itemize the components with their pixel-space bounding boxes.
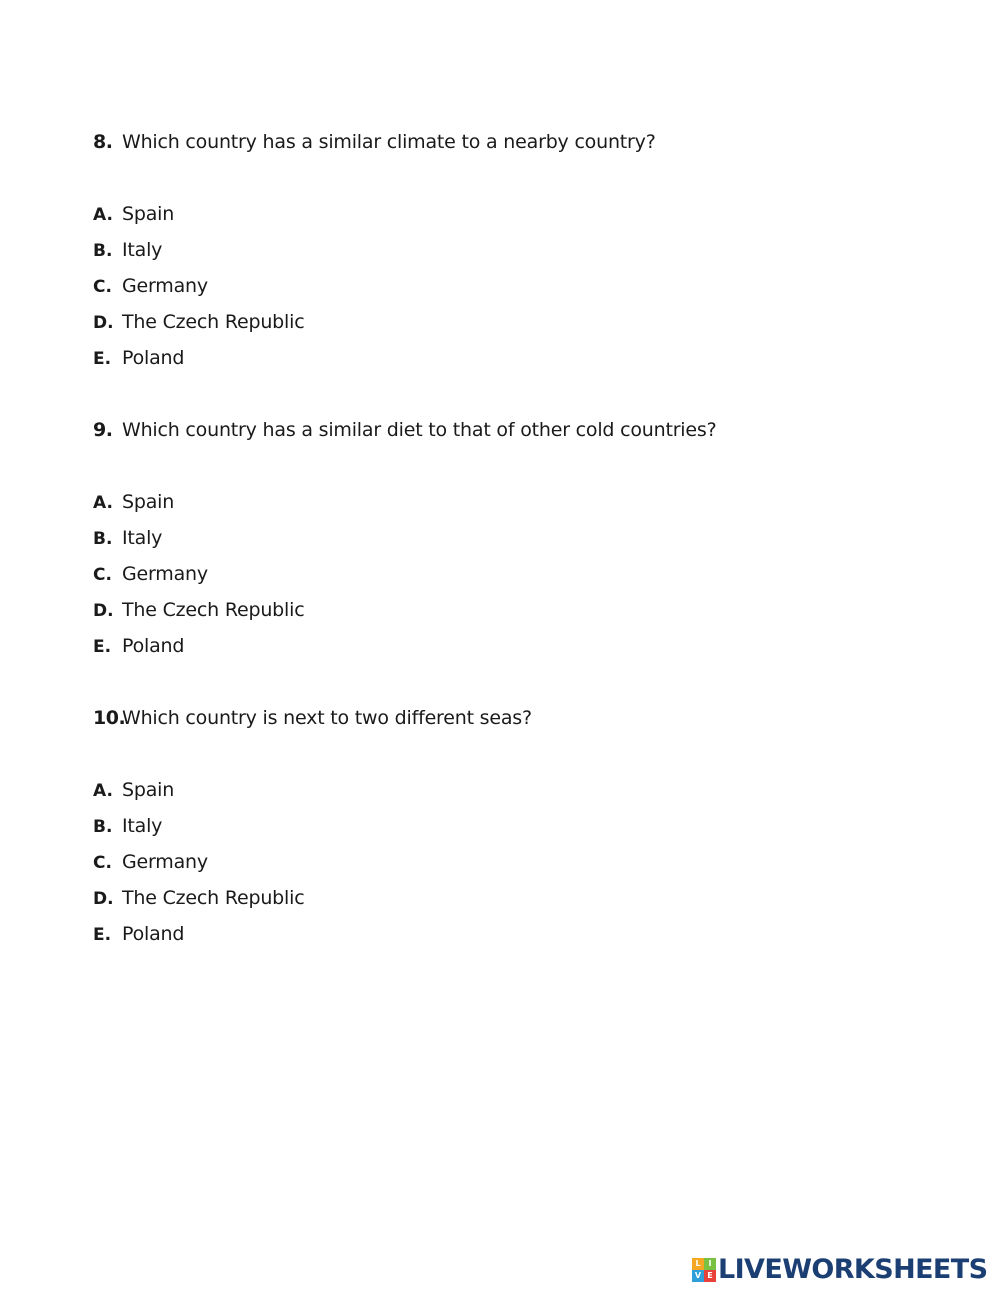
option-b[interactable] — [93, 526, 304, 562]
option-text: Italy — [122, 815, 163, 837]
option-text: Germany — [122, 851, 208, 873]
option-letter: E. — [93, 349, 112, 369]
option-d[interactable] — [93, 598, 304, 634]
options-list-9 — [93, 490, 304, 670]
option-text: Spain — [122, 779, 175, 801]
option-text: Germany — [122, 563, 208, 585]
option-a[interactable] — [93, 202, 304, 238]
option-c[interactable] — [93, 274, 304, 310]
option-letter: B. — [93, 817, 113, 837]
option-text: Germany — [122, 275, 208, 297]
option-letter: C. — [93, 565, 112, 585]
question-text: Which country has a similar diet to that of other cold countries? — [122, 419, 717, 441]
liveworksheets-logo-icon — [692, 1258, 716, 1282]
option-text: Poland — [122, 635, 185, 657]
logo-tile-v: V — [692, 1270, 704, 1282]
option-e[interactable] — [93, 922, 304, 958]
liveworksheets-brand[interactable] — [692, 1255, 987, 1285]
question-text: Which country has a similar climate to a nearby country? — [122, 131, 656, 153]
option-letter: A. — [93, 781, 113, 801]
option-d[interactable] — [93, 886, 304, 922]
option-letter: A. — [93, 493, 113, 513]
logo-tile-i: I — [704, 1258, 716, 1270]
option-text: Italy — [122, 239, 163, 261]
option-text: Poland — [122, 923, 185, 945]
option-letter: E. — [93, 637, 112, 657]
question-9 — [93, 418, 716, 442]
option-letter: D. — [93, 889, 114, 909]
option-a[interactable] — [93, 490, 304, 526]
option-letter: C. — [93, 853, 112, 873]
option-letter: D. — [93, 313, 114, 333]
option-b[interactable] — [93, 814, 304, 850]
option-letter: B. — [93, 529, 113, 549]
option-text: Poland — [122, 347, 185, 369]
option-text: Spain — [122, 491, 175, 513]
option-letter: B. — [93, 241, 113, 261]
logo-tile-e: E — [704, 1270, 716, 1282]
question-number: 9. — [93, 419, 113, 441]
option-letter: C. — [93, 277, 112, 297]
option-text: The Czech Republic — [122, 887, 305, 909]
options-list-8 — [93, 202, 304, 382]
option-d[interactable] — [93, 310, 304, 346]
option-c[interactable] — [93, 850, 304, 886]
question-8 — [93, 130, 656, 154]
option-text: Spain — [122, 203, 175, 225]
option-b[interactable] — [93, 238, 304, 274]
option-e[interactable] — [93, 346, 304, 382]
option-a[interactable] — [93, 778, 304, 814]
logo-tile-l: L — [692, 1258, 704, 1270]
option-text: The Czech Republic — [122, 599, 305, 621]
option-e[interactable] — [93, 634, 304, 670]
option-text: Italy — [122, 527, 163, 549]
question-number: 10. — [93, 707, 126, 729]
option-letter: A. — [93, 205, 113, 225]
brand-wordmark: LIVEWORKSHEETS — [718, 1254, 988, 1285]
question-text: Which country is next to two different seas? — [122, 707, 532, 729]
option-text: The Czech Republic — [122, 311, 305, 333]
question-number: 8. — [93, 131, 113, 153]
option-letter: E. — [93, 925, 112, 945]
question-10 — [93, 706, 532, 730]
option-letter: D. — [93, 601, 114, 621]
option-c[interactable] — [93, 562, 304, 598]
options-list-10 — [93, 778, 304, 958]
